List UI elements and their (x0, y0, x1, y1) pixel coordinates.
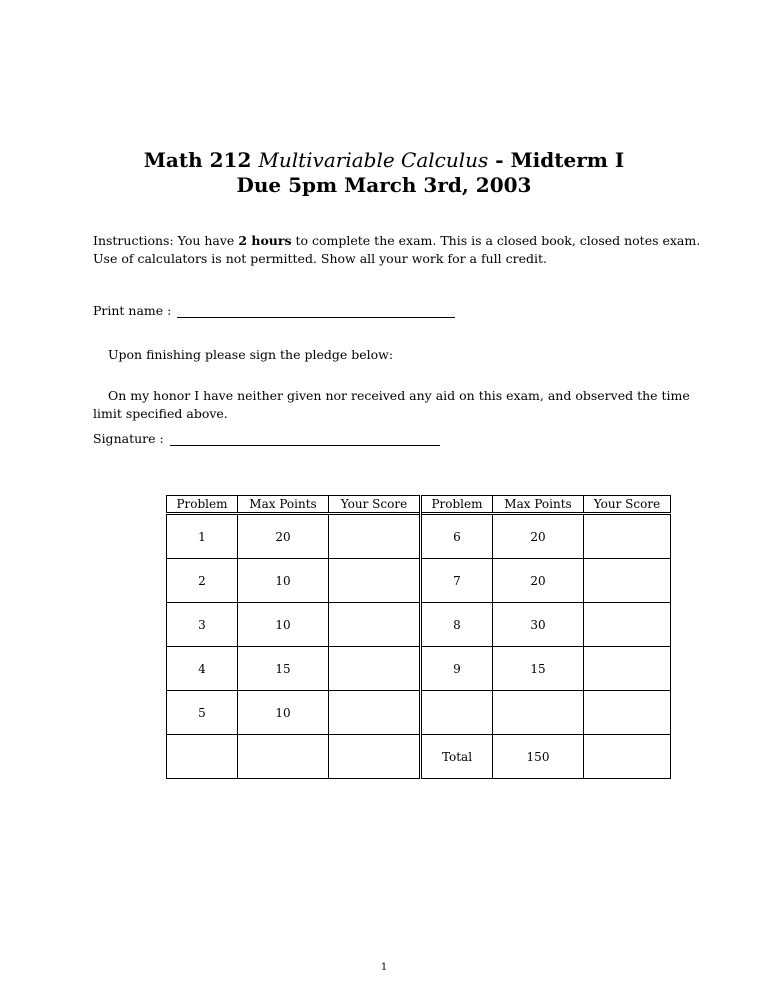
score-cell[interactable] (329, 514, 421, 559)
title-course-name: Multivariable Calculus (258, 148, 489, 172)
problem-cell: 1 (167, 514, 238, 559)
max-points-cell: 15 (493, 647, 584, 691)
empty-cell (167, 735, 238, 779)
problem-cell (421, 691, 493, 735)
header-max-points: Max Points (238, 496, 329, 514)
total-score-cell[interactable] (584, 735, 671, 779)
max-points-cell: 20 (493, 559, 584, 603)
table-row (167, 691, 671, 735)
problem-cell: 2 (167, 559, 238, 603)
score-cell[interactable] (584, 603, 671, 647)
header-problem: Problem (421, 496, 493, 514)
title-prefix: Math 212 (143, 148, 252, 172)
score-cell[interactable] (329, 559, 421, 603)
print-name-label: Print name : (93, 303, 172, 318)
header-max-points: Max Points (493, 496, 584, 514)
title-suffix: - Midterm I (495, 148, 625, 172)
max-points-cell: 10 (238, 603, 329, 647)
problem-cell: 6 (421, 514, 493, 559)
print-name-row (93, 303, 455, 318)
problem-cell: 9 (421, 647, 493, 691)
table-row (167, 647, 671, 691)
table-header-row (167, 496, 671, 514)
max-points-cell: 15 (238, 647, 329, 691)
score-cell[interactable] (329, 647, 421, 691)
empty-cell (238, 735, 329, 779)
header-your-score: Your Score (329, 496, 421, 514)
max-points-cell: 20 (493, 514, 584, 559)
instructions (93, 232, 703, 268)
instructions-duration: 2 hours (238, 233, 292, 248)
total-max-points: 150 (493, 735, 584, 779)
table-row (167, 559, 671, 603)
instructions-part1: Instructions: You have (93, 233, 235, 248)
pledge-text: On my honor I have neither given nor received any aid on this exam, and observed the time limit specified above. (93, 388, 690, 421)
problem-cell: 5 (167, 691, 238, 735)
table-row (167, 603, 671, 647)
max-points-cell: 20 (238, 514, 329, 559)
score-cell[interactable] (329, 603, 421, 647)
score-table (166, 495, 671, 779)
instructions-part2: to complete the exam. This is a closed book, closed notes exam. Use of calculators is not permitted. Show all your work for a full credit. (93, 233, 701, 266)
table-row (167, 514, 671, 559)
signature-label: Signature : (93, 431, 164, 446)
score-cell[interactable] (584, 559, 671, 603)
header-your-score: Your Score (584, 496, 671, 514)
problem-cell: 7 (421, 559, 493, 603)
problem-cell: 3 (167, 603, 238, 647)
score-cell[interactable] (584, 647, 671, 691)
page-number: 1 (380, 962, 388, 973)
max-points-cell: 10 (238, 691, 329, 735)
signature-field[interactable] (170, 433, 440, 446)
signature-row (93, 431, 440, 446)
total-label: Total (421, 735, 493, 779)
pledge-intro: Upon finishing please sign the pledge below: (108, 347, 394, 362)
score-cell[interactable] (584, 691, 671, 735)
exam-title (0, 147, 768, 173)
empty-cell (329, 735, 421, 779)
problem-cell: 8 (421, 603, 493, 647)
score-cell[interactable] (584, 514, 671, 559)
exam-due-date: Due 5pm March 3rd, 2003 (236, 173, 532, 197)
max-points-cell: 10 (238, 559, 329, 603)
max-points-cell: 30 (493, 603, 584, 647)
total-row (167, 735, 671, 779)
score-cell[interactable] (329, 691, 421, 735)
print-name-field[interactable] (177, 305, 455, 318)
max-points-cell (493, 691, 584, 735)
header-problem: Problem (167, 496, 238, 514)
problem-cell: 4 (167, 647, 238, 691)
